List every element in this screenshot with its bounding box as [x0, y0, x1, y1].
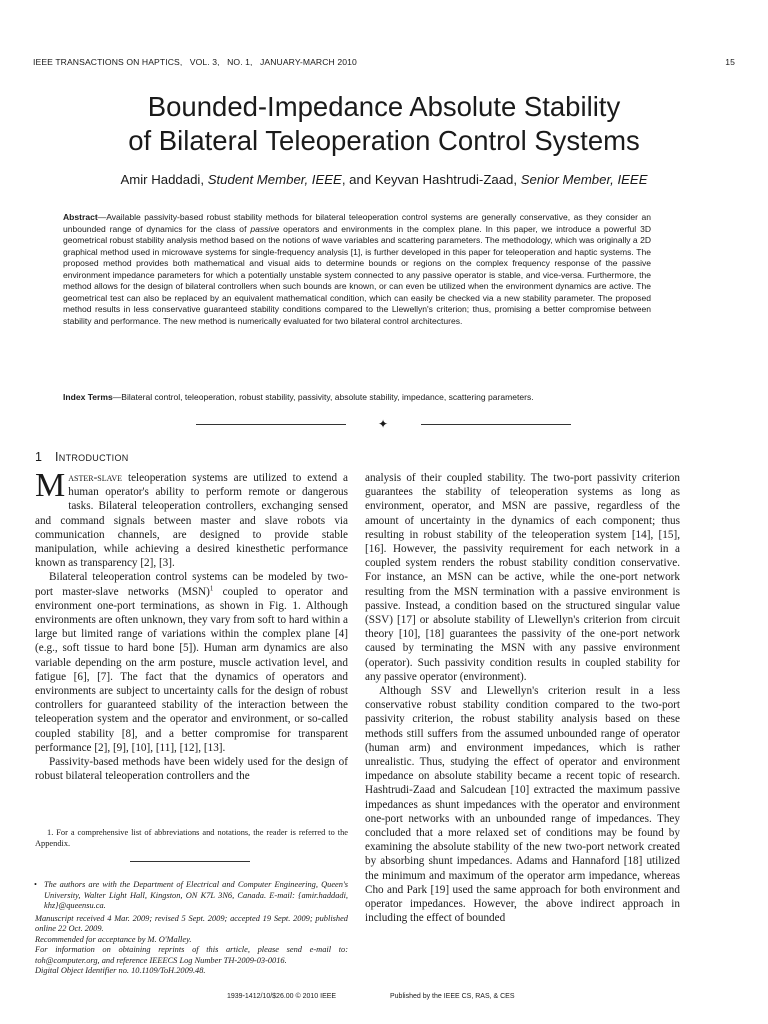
- journal-info: IEEE TRANSACTIONS ON HAPTICS, VOL. 3, NO. 1, JANUARY-MARCH 2010: [33, 57, 357, 67]
- publisher: Published by the IEEE CS, RAS, & CES: [390, 993, 515, 1000]
- affiliation-block: [35, 880, 348, 977]
- manuscript-line: For information on obtaining reprints of this article, please send e-mail to: toh@computer.org, and reference IEEECS Log Number TH-2009-03-0016.: [35, 945, 348, 965]
- paragraph: [35, 570, 348, 755]
- manuscript-line: Manuscript received 4 Mar. 2009; revised 5 Sept. 2009; accepted 19 Sept. 2009; published online 22 Oct. 2009.: [35, 913, 348, 933]
- author-and: , and Keyvan Hashtrudi-Zaad,: [341, 172, 521, 187]
- manuscript-line: Recommended for acceptance by M. O'Malley.: [35, 934, 192, 944]
- manuscript-info: [35, 914, 348, 977]
- author-2-role: Senior Member, IEEE: [520, 172, 648, 187]
- left-column: [35, 467, 349, 783]
- abstract-dash: —: [97, 212, 107, 222]
- title-line-2: of Bilateral Teleoperation Control Systems: [128, 125, 640, 156]
- abstract-label: Abstract: [63, 212, 98, 222]
- running-head: [33, 57, 735, 71]
- paragraph-text: coupled to operator and environment one-port terminations, as shown in Fig. 1. Although environments are often unknown, they vary from soft to hard within a large but limited range of variations within the complex plane [4] (e.g., soft tissue to hard bone [5]). Human arm dynamics are also variable depending on the arm posture, muscle activation level, and fatigue [6], [7]. The fact that the dynamics of operators and environments are subject to uncertainty calls for the design of robust controllers for guaranteed stability of the interaction between the teleoperation system and the operator and environment, or so-called coupled stability [8], and a better compromise for transparent performance [2], [9], [10], [11], [12], [13].: [35, 585, 349, 754]
- divider-diamond-icon: ✦: [378, 417, 389, 431]
- paragraph: analysis of their coupled stability. The two-port passivity criterion guarantees the stability of teleoperation systems as long as environment, operator, and MSN are passive, regardless of the amount of uncertainty in the dynamics of each component; thus resulting in robust stability of the teleoperation system [14], [15], [16]. However, the passivity requirement for each network in a coupled system renders the robust stability condition conservative. For instance, an MSN can be active, while the one-port network resulting from the MSN termination with a passive environment is passive. Instead, a condition based on the structured singular value (SSV) [17] or absolute stability of Llewellyn's criterion from circuit theory [10], [18] guarantees the passivity of the one-port network caused by terminating the MSN with any passive environment (operator). Such passivity condition results in coupled stability for any passive operator (environment).: [365, 472, 680, 683]
- right-column: [365, 471, 680, 926]
- smallcaps-lead: aster-slave: [68, 472, 123, 484]
- section-title: Introduction: [55, 450, 129, 464]
- paragraph-text: teleoperation systems are utilized to extend a human operator's ability to perform remote or dangerous tasks. Bilateral teleoperation controllers, exchanging sensed and command signals between master and slave robots via communication channels, are designed to provide stable manipulation, while achieving a desired kinesthetic performance known as transparency [2], [3].: [35, 472, 348, 570]
- authors: [0, 172, 768, 187]
- abstract: [63, 212, 651, 327]
- section-divider: [196, 417, 571, 431]
- paragraph: Although SSV and Llewellyn's criterion result in a less conservative robust stability condition compared to the two-port passivity criterion, the robust stability analysis based on these methods still suffers from the assumed unbounded range of operator (human arm) and environment impedances, which is rather unrealistic. Thus, studying the effect of operator and environment impedance on absolute stability became a recent topic of research. Hashtrudi-Zaad and Salcudean [10] extracted the maximum passive impedances as shunt impedances with the operator and environment one-port networks with an unbounded range of impedances. They concluded that a more relaxed set of conditions may be found by examining the absolute stability of the new two-port network created by absorbing shunt impedances. Adams and Hannaford [18] utilized the minimum and maximum of the operator arm impedance, whereas Cho and Park [19] used the same approach for both environment and operator impedances. However, the above indirect approach in including the effect of bounded: [365, 685, 680, 925]
- abstract-emph: passive: [250, 223, 280, 234]
- divider-line-left: [196, 424, 346, 425]
- manuscript-line: Digital Object Identifier no. 10.1109/ToH.2009.48.: [35, 966, 206, 975]
- abstract-text-1: Available passivity-based robust stability methods for bilateral teleoperation control systems are generally conservative, as they consider an unbounded range of dynamics for the class of: [63, 212, 651, 234]
- affiliation-text: The authors are with the Department of Electrical and Computer Engineering, Queen's University, Walter Light Hall, Kingston, ON K7L 3N6, Canada. E-mail: {amir.haddadi, khz}@queensu.ca.: [44, 880, 348, 910]
- footnote-rule: [130, 861, 250, 862]
- author-1: Amir Haddadi,: [120, 172, 208, 187]
- bullet-icon: •: [34, 880, 37, 889]
- index-terms-label: Index Terms: [63, 392, 113, 402]
- title-line-1: Bounded-Impedance Absolute Stability: [147, 91, 621, 122]
- paragraph: Passivity-based methods have been widely used for the design of robust bilateral teleoperation controllers and the: [35, 756, 348, 783]
- page-number: 15: [725, 57, 735, 67]
- footnote: 1. For a comprehensive list of abbreviations and notations, the reader is referred to the Appendix.: [35, 828, 348, 848]
- paper-title: [0, 90, 768, 158]
- author-1-role: Student Member, IEEE: [207, 172, 342, 187]
- divider-line-right: [421, 424, 571, 425]
- section-number: 1: [35, 450, 42, 464]
- abstract-text-2: operators and environments in the complex plane. In this paper, we introduce a powerful 3D geometrical robust stability analysis method based on the notions of wave variables and scattering parameters. The methodology, which was originally a 2D graphical method used in microwave systems for single-frequency analysis [1], is further developed in this paper for teleoperation and haptic systems. The proposed method provides both mathematical and visual aids to determine bounds or regions on the complex frequency response of the passive environment impedance parameters for which a potentially unstable system connected to any passive operator is stable, and vice-versa. Furthermore, the method allows for the design of bilateral controllers when such bounds are known, or can even be utilized when the environment dynamics are active. The geometrical test can also be replaced by an equivalent mathematical condition, which can easily be checked via a new stability parameter. The proposed method results in less conservative guaranteed stability conditions compared to the Llewellyn's criterion; thus, promising a better compromise between stability and performance. The new method is numerically evaluated for two bilateral control architectures.: [63, 223, 652, 326]
- paragraph-text: Bilateral teleoperation control systems can be modeled by two-port master-slave networks (MSN): [35, 571, 348, 598]
- index-terms-text: —Bilateral control, teleoperation, robust stability, passivity, absolute stability, impedance, scattering parameters.: [112, 392, 534, 402]
- dropcap: M: [35, 467, 66, 504]
- section-heading: [35, 450, 129, 464]
- issn-copyright: 1939-1412/10/$26.00 © 2010 IEEE: [227, 993, 337, 1000]
- index-terms: [63, 392, 663, 404]
- footnote-marker: 1: [209, 583, 214, 592]
- paragraph: [35, 467, 348, 570]
